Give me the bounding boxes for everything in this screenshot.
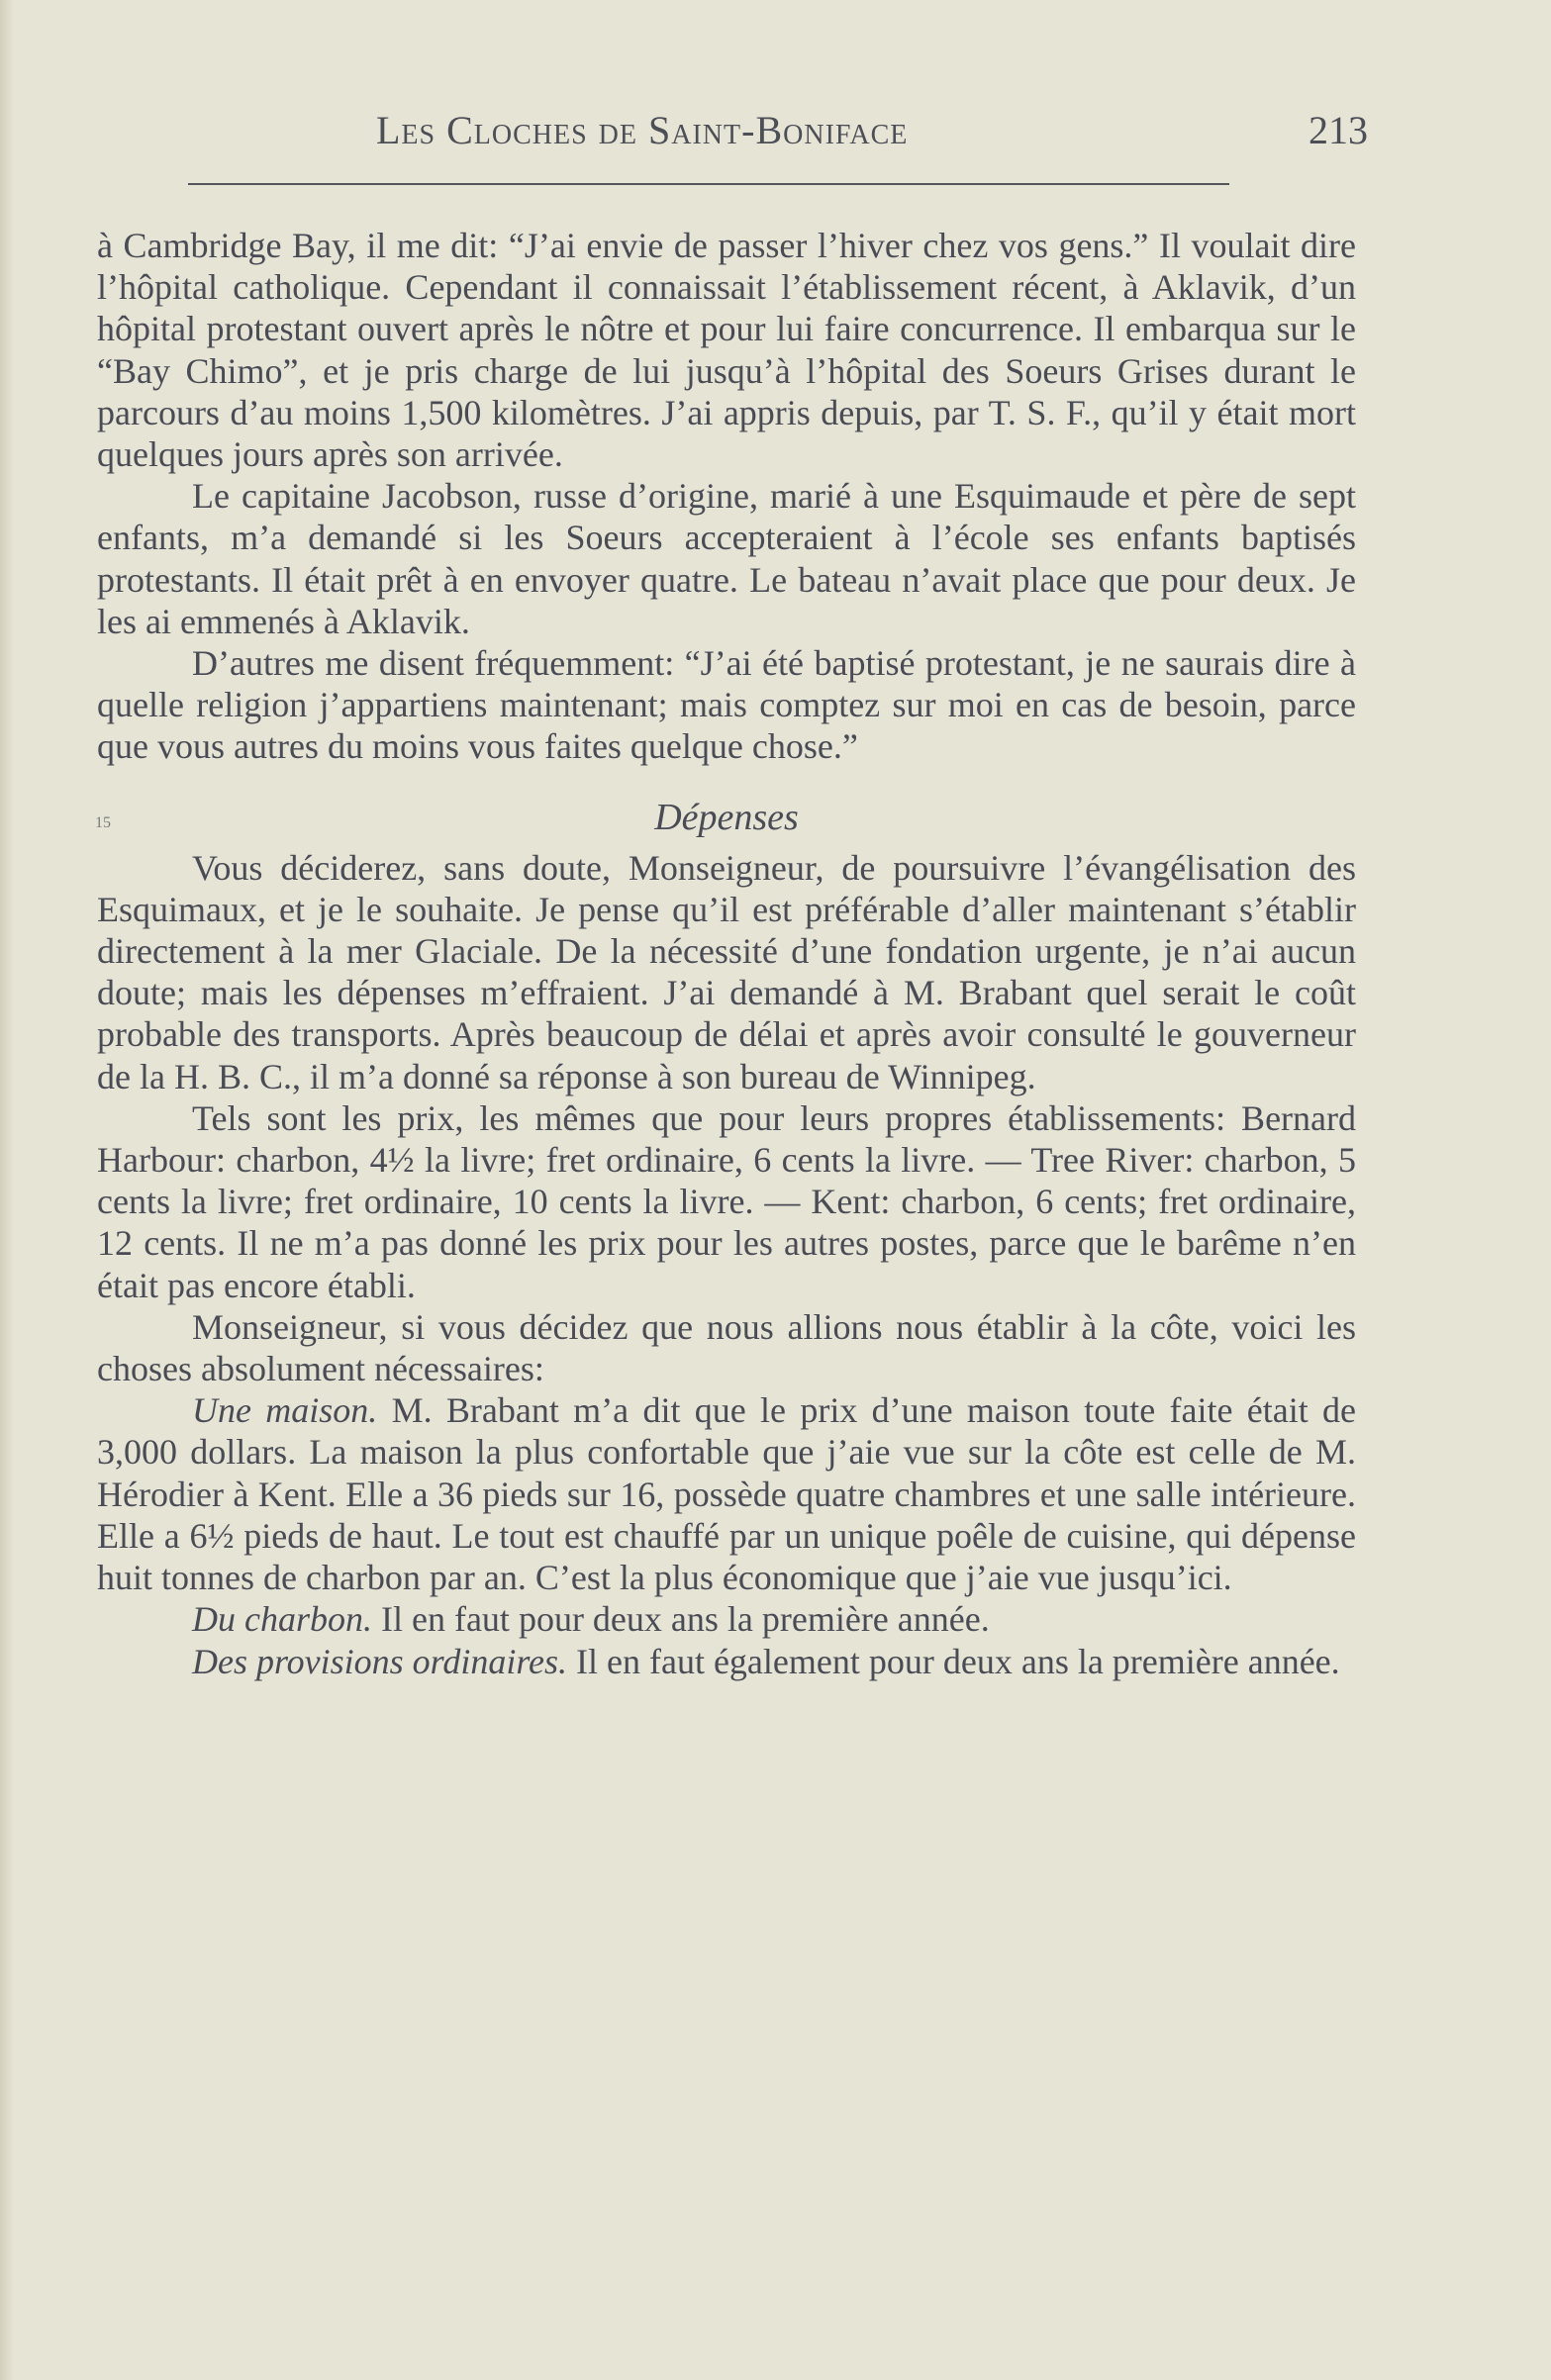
page-body xyxy=(97,225,1356,1682)
running-title: Les Cloches de Saint-Boniface xyxy=(376,108,909,152)
paragraph: Tels sont les prix, les mêmes que pour leurs propres établissements: Bernard Harbour: charbon, 4½ la livre; fret ordinaire, 6 cents la livre. — Tree River: charbon, 5 cents la livre; fret ordinaire, 10 cents la livre. — Kent: charbon, 6 cents; fret ordinaire, 12 cents. Il ne m’a pas donné les prix pour les autres postes, parce que le barême n’en était pas encore établi. xyxy=(97,1097,1356,1305)
paragraph: à Cambridge Bay, il me dit: “J’ai envie de passer l’hiver chez vos gens.” Il voulait dire l’hôpital catholique. Cependant il connaissait l’établissement récent, à Aklavik, d’un hôpital protestant ouvert après le nôtre et pour lui faire concurrence. Il embarqua sur le “Bay Chimo”, et je pris charge de lui jusqu’à l’hôpital des Soeurs Grises durant le parcours d’au moins 1,500 kilomètres. J’ai appris depuis, par T. S. F., qu’il y était mort quelques jours après son arrivée. xyxy=(97,226,1356,475)
paragraph: D’autres me disent fréquemment: “J’ai été baptisé protestant, je ne saurais dire à quelle religion j’appartiens maintenant; mais comptez sur moi en cas de besoin, parce que vous autres du moins vous faites quelque chose.” xyxy=(97,643,1356,767)
paragraph: Le capitaine Jacobson, russe d’origine, marié à une Esquimaude et père de sept enfants, m’a demandé si les Soeurs accepteraient à l’école ses enfants baptisés protestants. Il était prêt à en envoyer quatre. Le bateau n’avait place que pour deux. Je les ai emmenés à Aklavik. xyxy=(97,476,1356,641)
paragraph: Monseigneur, si vous décidez que nous allions nous établir à la côte, voici les choses absolument nécessaires: xyxy=(97,1306,1356,1389)
item-text: M. Brabant m’a dit que le prix d’une maison toute faite était de 3,000 dollars. La maison la plus confortable que j’aie vue sur la côte est celle de M. Hérodier à Kent. Elle a 36 pieds sur 16, possède quatre chambres et une salle intérieure. Elle a 6½ pieds de haut. Le tout est chauffé par un unique poêle de cuisine, qui dépense huit tonnes de charbon par an. C’est la plus économique que j’aie vue jusqu’ici. xyxy=(97,1390,1356,1598)
page-gutter-shadow xyxy=(0,0,14,2380)
section-margin-mark: 15 xyxy=(95,813,111,831)
list-item xyxy=(97,1598,1356,1640)
list-item xyxy=(97,1641,1356,1682)
item-lead: Des provisions ordinaires. xyxy=(192,1641,568,1681)
page-number: 213 xyxy=(1309,108,1368,152)
page-header xyxy=(376,107,1368,166)
item-lead: Une maison. xyxy=(192,1390,378,1431)
item-lead: Du charbon. xyxy=(192,1599,372,1640)
section-title: Dépenses xyxy=(654,796,799,838)
header-rule xyxy=(188,183,1229,185)
item-text: Il en faut également pour deux ans la première année. xyxy=(567,1641,1340,1681)
item-text: Il en faut pour deux ans la première année. xyxy=(372,1599,990,1640)
section-heading xyxy=(97,796,1356,839)
list-item xyxy=(97,1389,1356,1598)
paragraph: Vous déciderez, sans doute, Monseigneur, de poursuivre l’évangélisation des Esquimaux, et je le souhaite. Je pense qu’il est préférable d’aller maintenant s’établir directement à la mer Glaciale. De la nécessité d’une fondation urgente, je n’ai aucun doute; mais les dépenses m’effraient. J’ai demandé à M. Brabant quel serait le coût probable des transports. Après beaucoup de délai et après avoir consulté le gouverneur de la H. B. C., il m’a donné sa réponse à son bureau de Winnipeg. xyxy=(97,847,1356,1096)
